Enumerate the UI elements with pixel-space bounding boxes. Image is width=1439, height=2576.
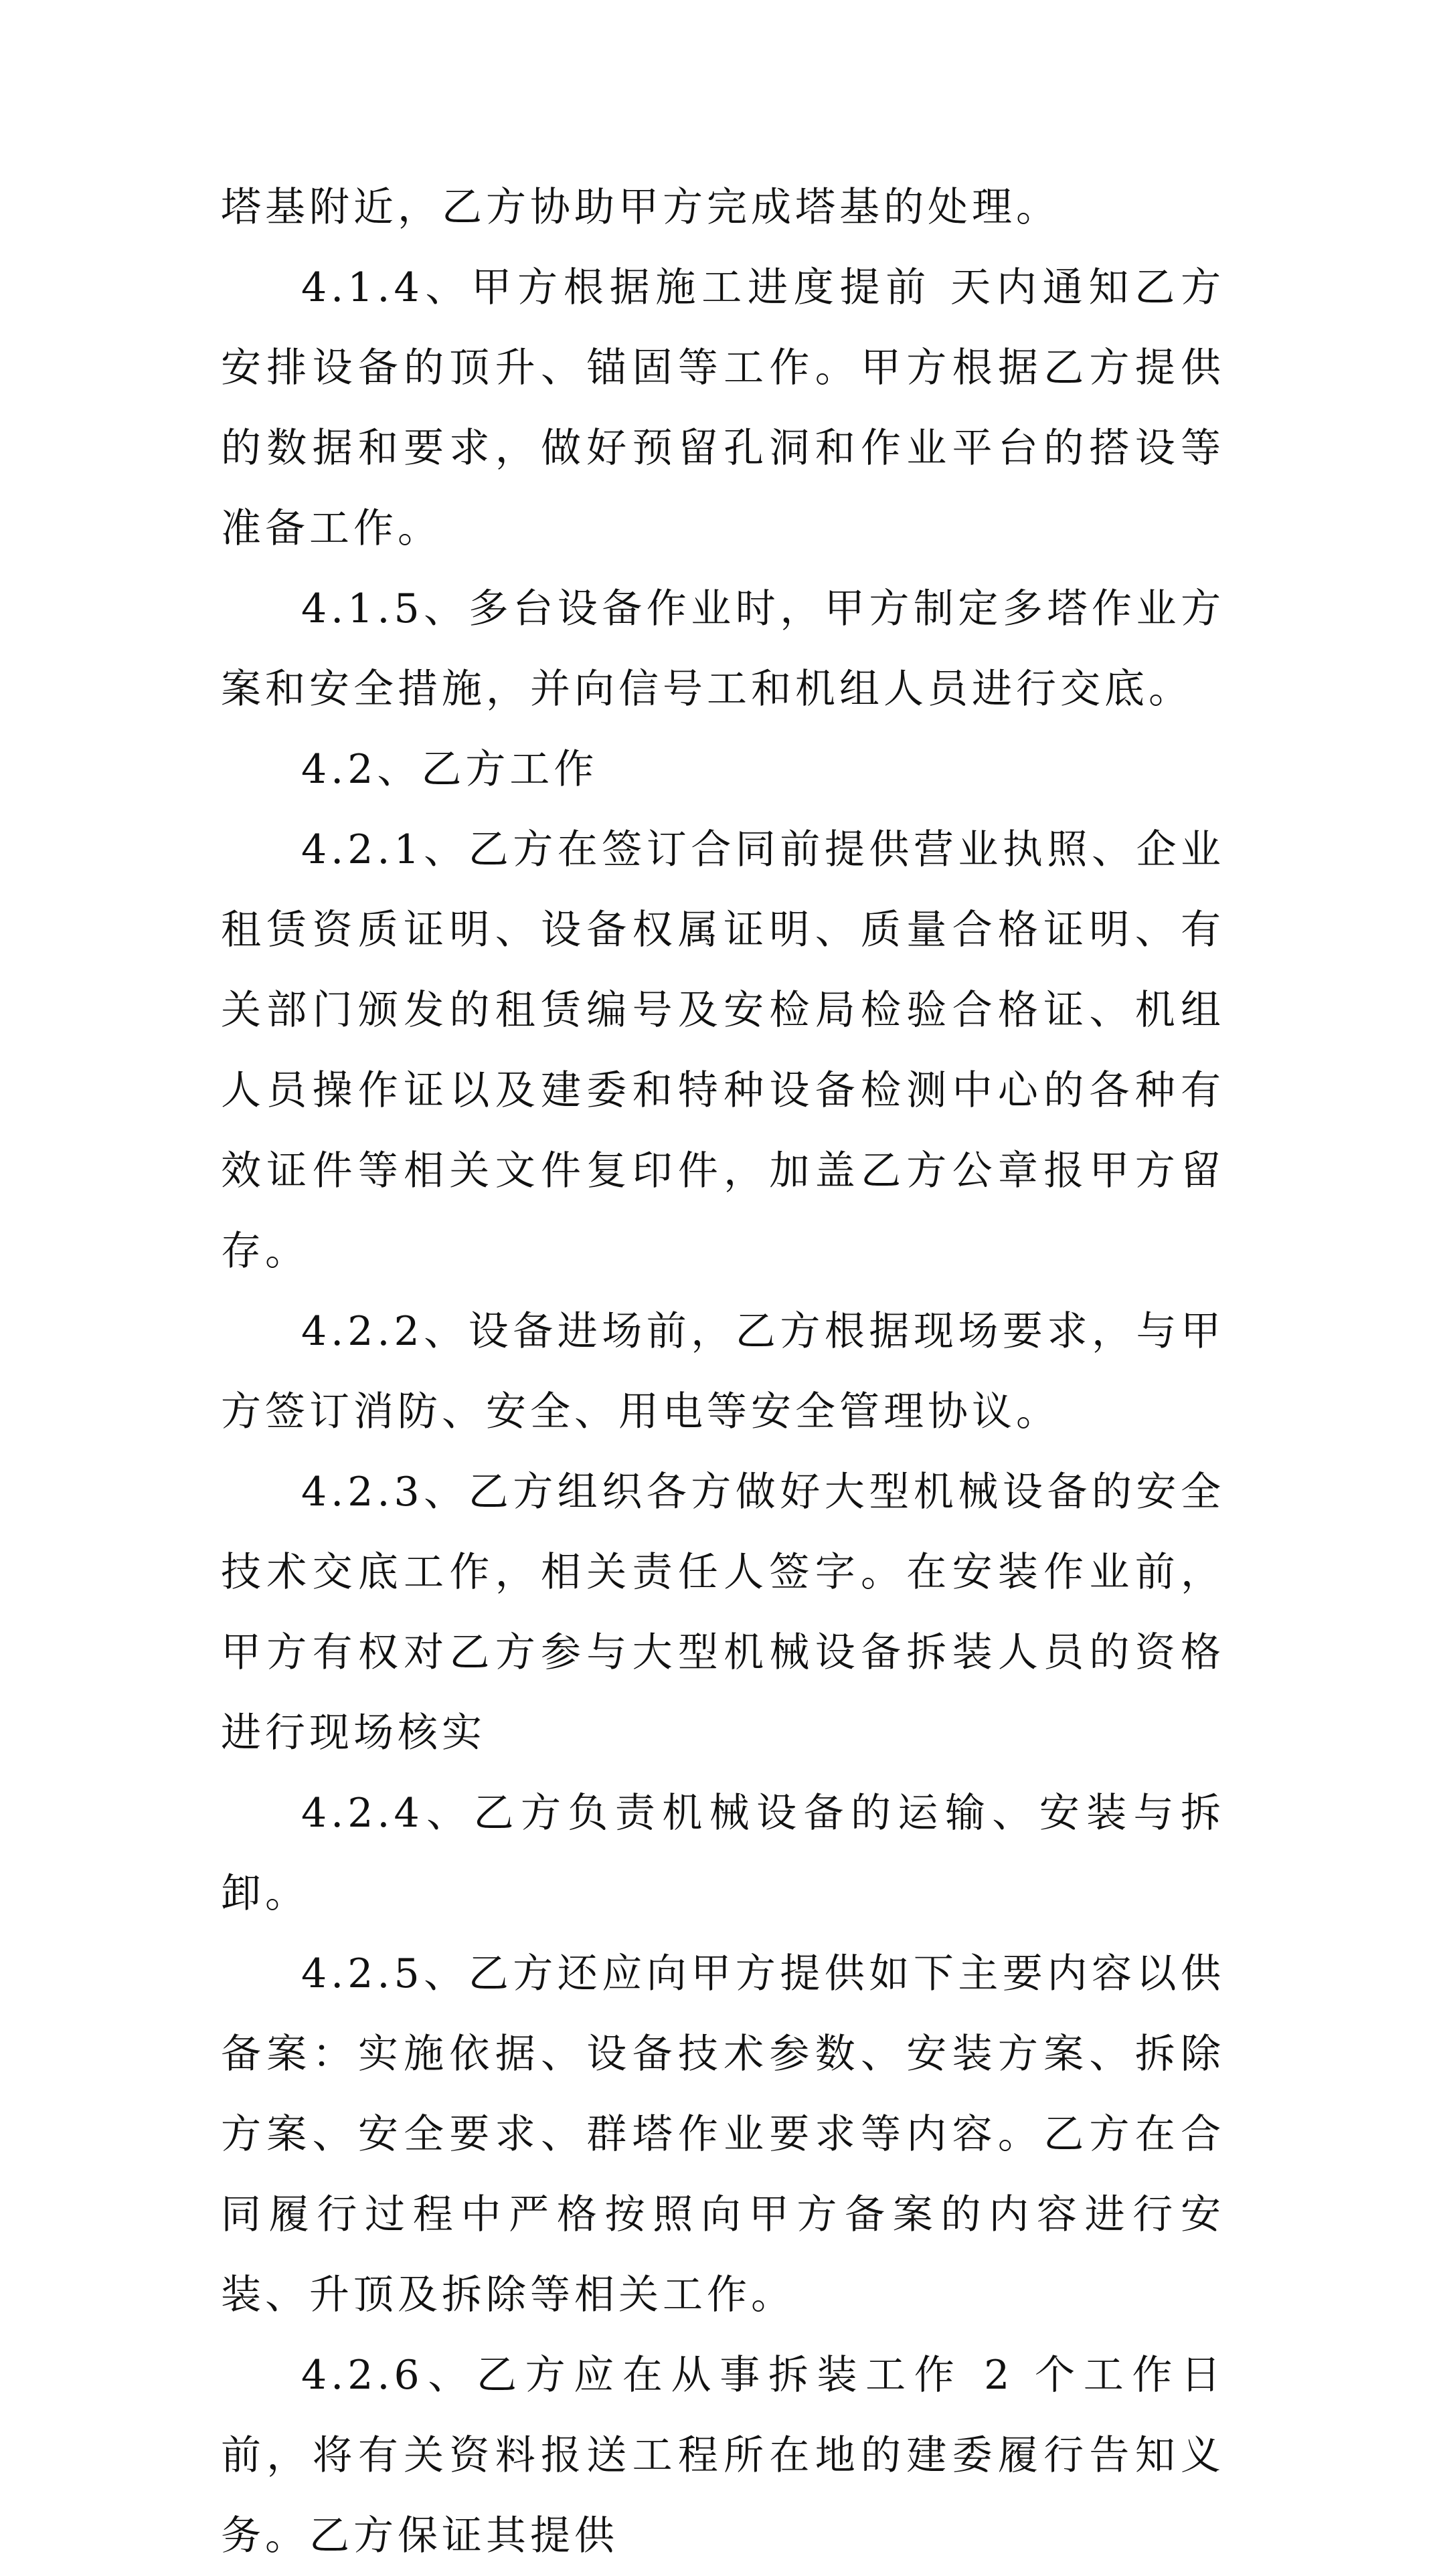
clause-4-1-5: 4.1.5、多台设备作业时，甲方制定多塔作业方案和安全措施，并向信号工和机组人员进行交底。 [221,585,1225,713]
paragraph-continuation: 塔基附近，乙方协助甲方完成塔基的处理。 [221,184,1060,231]
clause-4-2-5: 4.2.5、乙方还应向甲方提供如下主要内容以供备案：实施依据、设备技术参数、安装方案、拆除方案、安全要求、群塔作业要求等内容。乙方在合同履行过程中严格按照向甲方备案的内容进行安装、升顶及拆除等相关工作。 [221,1950,1225,2318]
section-heading-4-2: 4.2、乙方工作 [301,746,598,793]
clause-4-2-1: 4.2.1、乙方在签订合同前提供营业执照、企业租赁资质证明、设备权属证明、质量合格证明、有关部门颁发的租赁编号及安检局检验合格证、机组人员操作证以及建委和特种设备检测中心的各种有效证件等相关文件复印件，加盖乙方公章报甲方留存。 [221,826,1225,1275]
clause-4-2-3: 4.2.3、乙方组织各方做好大型机械设备的安全技术交底工作，相关责任人签字。在安装作业前，甲方有权对乙方参与大型机械设备拆装人员的资格进行现场核实 [221,1469,1225,1756]
clause-4-2-6: 4.2.6、乙方应在从事拆装工作 2 个工作日前，将有关资料报送工程所在地的建委履行告知义务。乙方保证其提供 [221,2352,1225,2559]
clause-4-2-4: 4.2.4、乙方负责机械设备的运输、安装与拆卸。 [221,1790,1225,1917]
clause-4-1-4: 4.1.4、甲方根据施工进度提前 天内通知乙方安排设备的顶升、锚固等工作。甲方根据乙方提供的数据和要求，做好预留孔洞和作业平台的搭设等准备工作。 [221,264,1225,552]
document-body [221,167,1225,2576]
clause-4-2-2: 4.2.2、设备进场前，乙方根据现场要求，与甲方签订消防、安全、用电等安全管理协议。 [221,1308,1225,1435]
